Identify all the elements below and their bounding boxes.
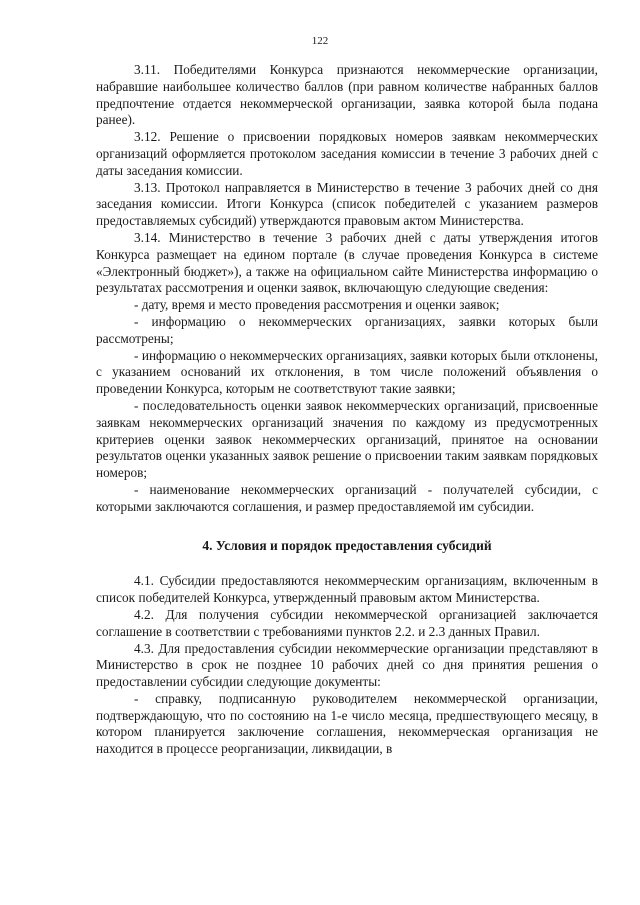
page-number: 122	[311, 35, 329, 47]
list-item: - информацию о некоммерческих организациях, заявки которых были отклонены, с указанием оснований их отклонения, в том числе положений объявления о проведении Конкурса, которым не соответствуют такие заявки;	[96, 347, 598, 397]
paragraph-4-1: 4.1. Субсидии предоставляются некоммерческим организациям, включенным в список победителей Конкурса, утвержденный правовым актом Министерства.	[96, 573, 598, 606]
paragraph-4-2: 4.2. Для получения субсидии некоммерческой организацией заключается соглашение в соответствии с требованиями пунктов 2.2. и 2.3 данных Правил.	[96, 606, 598, 639]
list-item: - информацию о некоммерческих организациях, заявки которых были рассмотрены;	[96, 313, 598, 346]
paragraph-3-14: 3.14. Министерство в течение 3 рабочих дней с даты утверждения итогов Конкурса размещает на едином портале (в случае проведения Конкурса в системе «Электронный бюджет»), а также на официальном сайте Министерства информацию о результатах рассмотрения и оценки заявок, включающую следующие сведения:	[96, 229, 598, 296]
paragraph-3-12: 3.12. Решение о присвоении порядковых номеров заявкам некоммерческих организаций оформляется протоколом заседания комиссии в течение 3 рабочих дней с даты заседания комиссии.	[96, 129, 598, 178]
list-item: - последовательность оценки заявок некоммерческих организаций, присвоенные заявкам некоммерческих организаций значения по каждому из предусмотренных критериев оценки заявок некоммерческих организаций, принятое на основании результатов оценки указанных заявок решение о присвоении таким заявкам порядковых номеров;	[96, 397, 598, 481]
paragraph-3-13: 3.13. Протокол направляется в Министерство в течение 3 рабочих дней со дня заседания комиссии. Итоги Конкурса (список победителей с указанием размеров предоставляемых субсидий) утверждаются правовым актом Министерства.	[96, 179, 598, 229]
paragraph-4-3: 4.3. Для предоставления субсидии некоммерческие организации представляют в Министерство в срок не позднее 10 рабочих дней со дня принятия решения о предоставлении субсидии следующие документы:	[96, 640, 598, 690]
list-item: - дату, время и место проведения рассмотрения и оценки заявок;	[134, 297, 500, 313]
list-item: - справку, подписанную руководителем некоммерческой организации, подтверждающую, что по состоянию на 1-е число месяца, предшествующего месяцу, в котором планируется заключение соглашения, некоммерческая организация не находится в процессе реорганизации, ликвидации, в	[96, 690, 598, 757]
section-heading: 4. Условия и порядок предоставления субсидий	[202, 537, 492, 553]
list-item: - наименование некоммерческих организаций - получателей субсидии, с которыми заключаются соглашения, и размер предоставляемой им субсидии.	[96, 481, 598, 514]
document-body	[96, 62, 598, 758]
paragraph-3-11: 3.11. Победителями Конкурса признаются некоммерческие организации, набравшие наибольшее количество баллов (при равном количестве набранных баллов предпочтение отдается некоммерческой организации, заявка которой была подана ранее).	[96, 62, 598, 128]
